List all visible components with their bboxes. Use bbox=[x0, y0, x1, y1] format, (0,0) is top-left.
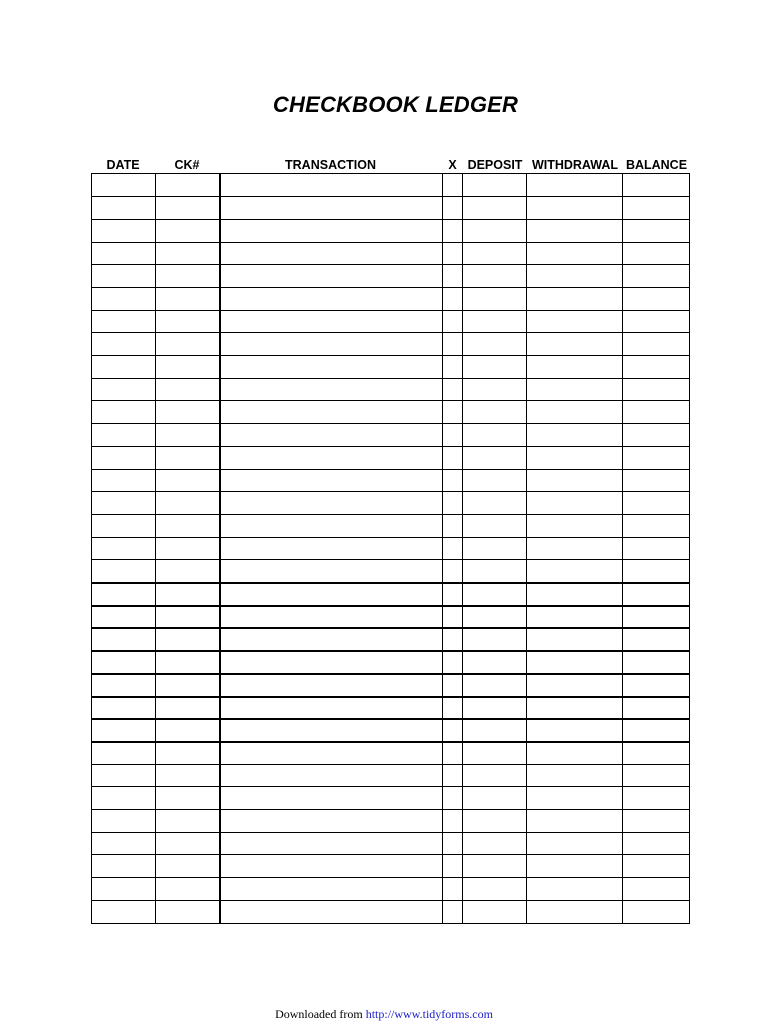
ledger-row-line bbox=[92, 355, 689, 356]
ledger-row-line bbox=[92, 242, 689, 243]
footer bbox=[0, 1007, 768, 1022]
ledger-row-line bbox=[92, 219, 689, 220]
ledger-row-line bbox=[92, 491, 689, 492]
column-header-date: DATE bbox=[106, 158, 140, 172]
ledger-row-line bbox=[92, 764, 689, 765]
ledger-row-line bbox=[92, 832, 689, 833]
ledger-row-line bbox=[92, 514, 689, 515]
page-title: CHECKBOOK LEDGER bbox=[272, 92, 519, 117]
column-headers bbox=[0, 157, 768, 173]
ledger-row-line bbox=[92, 196, 689, 197]
column-header-withdrawal: WITHDRAWAL bbox=[531, 158, 619, 172]
column-header-deposit: DEPOSIT bbox=[467, 158, 523, 172]
ledger-row-line bbox=[92, 264, 689, 265]
column-header-balance: BALANCE bbox=[625, 158, 688, 172]
ledger-row-line bbox=[92, 378, 689, 379]
ledger-table bbox=[91, 173, 690, 924]
ledger-row-line bbox=[92, 310, 689, 311]
ledger-row-line bbox=[92, 469, 689, 470]
ledger-row-line bbox=[92, 446, 689, 447]
ledger-row-line bbox=[92, 627, 689, 629]
ledger-row-line bbox=[92, 605, 689, 607]
ledger-row-line bbox=[92, 741, 689, 743]
ledger-row-line bbox=[92, 877, 689, 878]
column-header-x: X bbox=[448, 158, 457, 172]
ledger-row-line bbox=[92, 854, 689, 855]
ledger-row-line bbox=[92, 900, 689, 901]
column-header-check-number: CK# bbox=[174, 158, 200, 172]
ledger-row-line bbox=[92, 537, 689, 538]
ledger-row-line bbox=[92, 287, 689, 288]
ledger-row-line bbox=[92, 786, 689, 787]
column-header-transaction: TRANSACTION bbox=[285, 158, 376, 172]
ledger-row-line bbox=[92, 718, 689, 720]
ledger-row-line bbox=[92, 673, 689, 675]
footer-link[interactable]: http://www.tidyforms.com bbox=[365, 1007, 493, 1021]
ledger-row-line bbox=[92, 400, 689, 401]
ledger-row-line bbox=[92, 650, 689, 652]
ledger-row-line bbox=[92, 809, 689, 810]
ledger-row-line bbox=[92, 582, 689, 584]
ledger-row-line bbox=[92, 559, 689, 560]
footer-prefix: Downloaded from bbox=[275, 1007, 363, 1021]
ledger-row-line bbox=[92, 423, 689, 424]
ledger-row-line bbox=[92, 332, 689, 333]
ledger-row-line bbox=[92, 696, 689, 698]
